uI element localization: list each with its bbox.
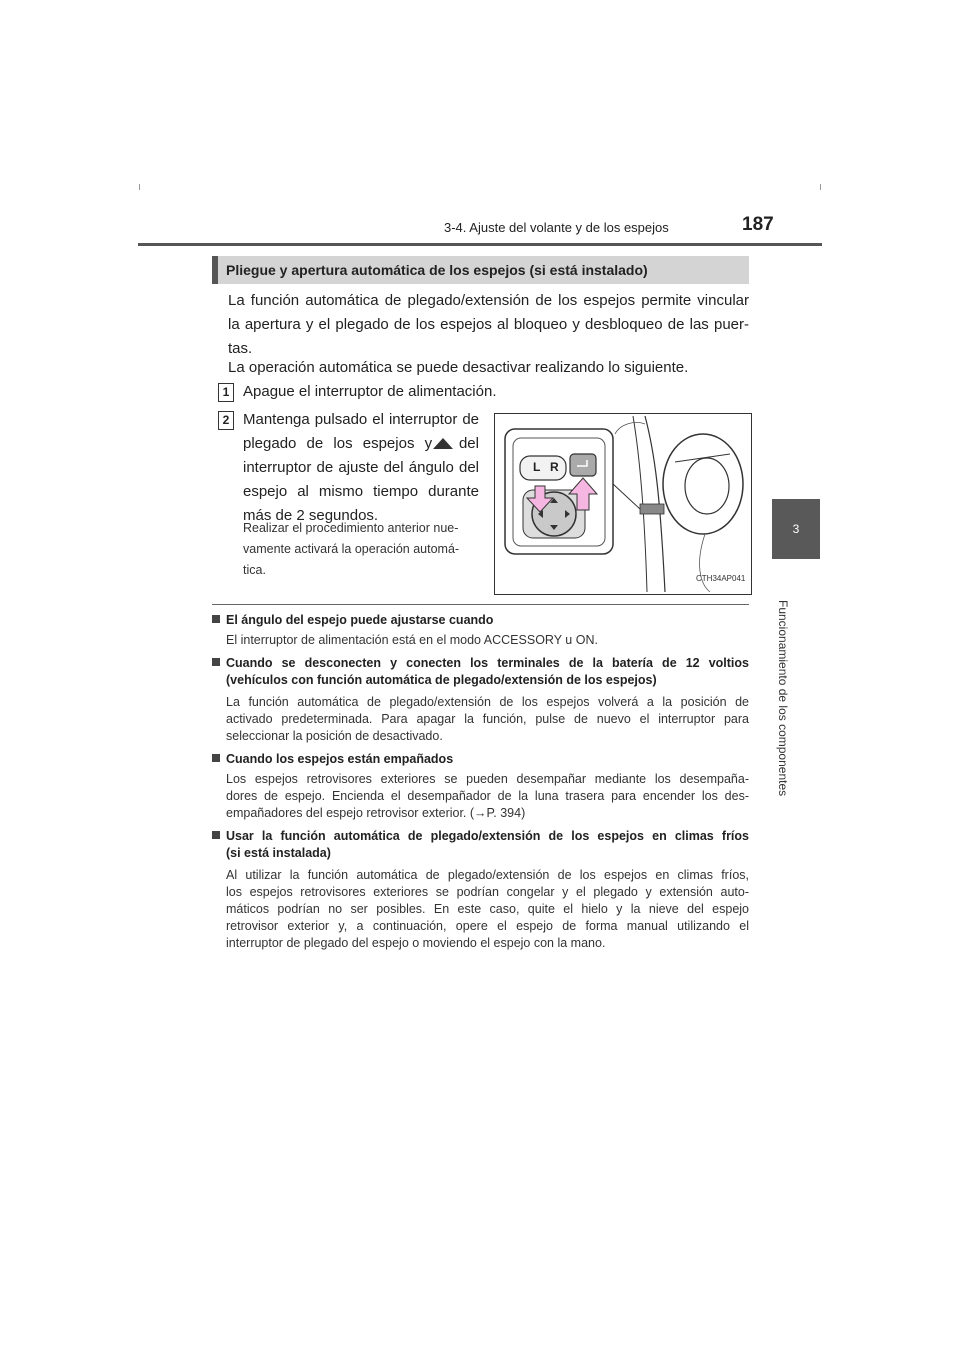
step-2-line: Mantenga pulsado el interruptor de bbox=[243, 411, 479, 428]
section-title: Pliegue y apertura automática de los espejos (si está instalado) bbox=[226, 262, 648, 278]
step-2-line-part: plegado de los espejos y bbox=[243, 435, 433, 452]
step-number-1: 1 bbox=[218, 383, 234, 402]
mirror-switch-illustration bbox=[494, 413, 752, 595]
step-2-note-line: Realizar el procedimiento anterior nue- bbox=[243, 521, 459, 535]
page-number: 187 bbox=[742, 214, 774, 235]
chapter-title-vertical bbox=[760, 600, 820, 800]
note-item bbox=[212, 612, 749, 649]
notes-rule bbox=[212, 604, 749, 605]
intro-line: tas. bbox=[228, 340, 253, 357]
note-body: Al utilizar la función automática de plegado/extensión de los espejos en climas fríos, los espejos retrovisores exteriores se podrían congelar y el plegado y extensión auto- máticos podrían no ser posibles. En este caso, quite el hielo y la nieve del espejo retrovisor exterior y, a continuación, opere el espejo de forma manual utilizando el interruptor de plegado del espejo o moviendo el espejo con la mano. bbox=[226, 868, 749, 950]
step-number-2: 2 bbox=[218, 411, 234, 430]
intro-line: la apertura y el plegado de los espejos al bloqueo y desbloqueo de las puer- bbox=[228, 316, 749, 333]
switch-letter-r: R bbox=[550, 460, 559, 474]
note-title: El ángulo del espejo puede ajustarse cuando bbox=[212, 612, 749, 629]
square-bullet-icon bbox=[212, 615, 220, 623]
step-2-line bbox=[243, 432, 479, 456]
note-item bbox=[212, 828, 749, 952]
step-2-line: interruptor de ajuste del ángulo del bbox=[243, 459, 479, 476]
crop-mark-right bbox=[820, 184, 821, 190]
chapter-tab: 3 bbox=[772, 499, 820, 559]
step-2-line-part: del bbox=[458, 435, 479, 452]
note-item bbox=[212, 751, 749, 822]
mirror-switch-drawing bbox=[495, 414, 751, 594]
step-2-note-line: tica. bbox=[243, 563, 266, 577]
note-body: Los espejos retrovisores exteriores se pueden desempañar mediante los desempaña- dores de espejo. Encienda el desempañador de la luna trasera para encender los des- empañadores del espejo retrovisor exterior. (→P. 394) bbox=[226, 772, 749, 820]
square-bullet-icon bbox=[212, 831, 220, 839]
step-2-line: más de 2 segundos. bbox=[243, 507, 379, 524]
step-2-text bbox=[243, 408, 479, 528]
section-title-bar bbox=[212, 256, 749, 284]
intro-paragraph-2: La operación automática se puede desactivar realizando lo siguiente. bbox=[228, 359, 689, 376]
step-2-note bbox=[243, 518, 479, 581]
notes-section bbox=[212, 612, 749, 952]
note-item bbox=[212, 655, 749, 745]
step-2-note-line: vamente activará la operación automá- bbox=[243, 542, 460, 556]
header-rule bbox=[138, 243, 822, 246]
switch-letter-l: L bbox=[533, 460, 541, 474]
intro-paragraph bbox=[228, 289, 749, 361]
note-title: Usar la función automática de plegado/extensión de los espejos en climas fríos (si está instalada) bbox=[212, 828, 749, 862]
step-1-text: Apague el interruptor de alimentación. bbox=[243, 383, 497, 400]
note-body: El interruptor de alimentación está en el modo ACCESSORY u ON. bbox=[226, 633, 598, 647]
running-header: 3-4. Ajuste del volante y de los espejos bbox=[444, 220, 669, 235]
figure-label: CTH34AP041 bbox=[696, 574, 746, 583]
square-bullet-icon bbox=[212, 754, 220, 762]
title-accent bbox=[212, 256, 218, 284]
crop-mark-left bbox=[139, 184, 140, 190]
note-title: Cuando se desconecten y conecten los terminales de la batería de 12 voltios (vehículos con función automática de plegado/extensión de los espejos) bbox=[212, 655, 749, 689]
chapter-title: Funcionamiento de los componentes bbox=[776, 600, 790, 797]
step-2-line: espejo al mismo tiempo durante bbox=[243, 483, 479, 500]
intro-line: La función automática de plegado/extensión de los espejos permite vincular bbox=[228, 292, 749, 309]
note-body: La función automática de plegado/extensión de los espejos volverá a la posición de activado predeterminada. Para apagar la función, pulse de nuevo el interruptor para seleccionar la posición de desactivado. bbox=[226, 695, 749, 743]
triangle-up-icon bbox=[433, 438, 453, 449]
square-bullet-icon bbox=[212, 658, 220, 666]
note-title: Cuando los espejos están empañados bbox=[212, 751, 749, 768]
